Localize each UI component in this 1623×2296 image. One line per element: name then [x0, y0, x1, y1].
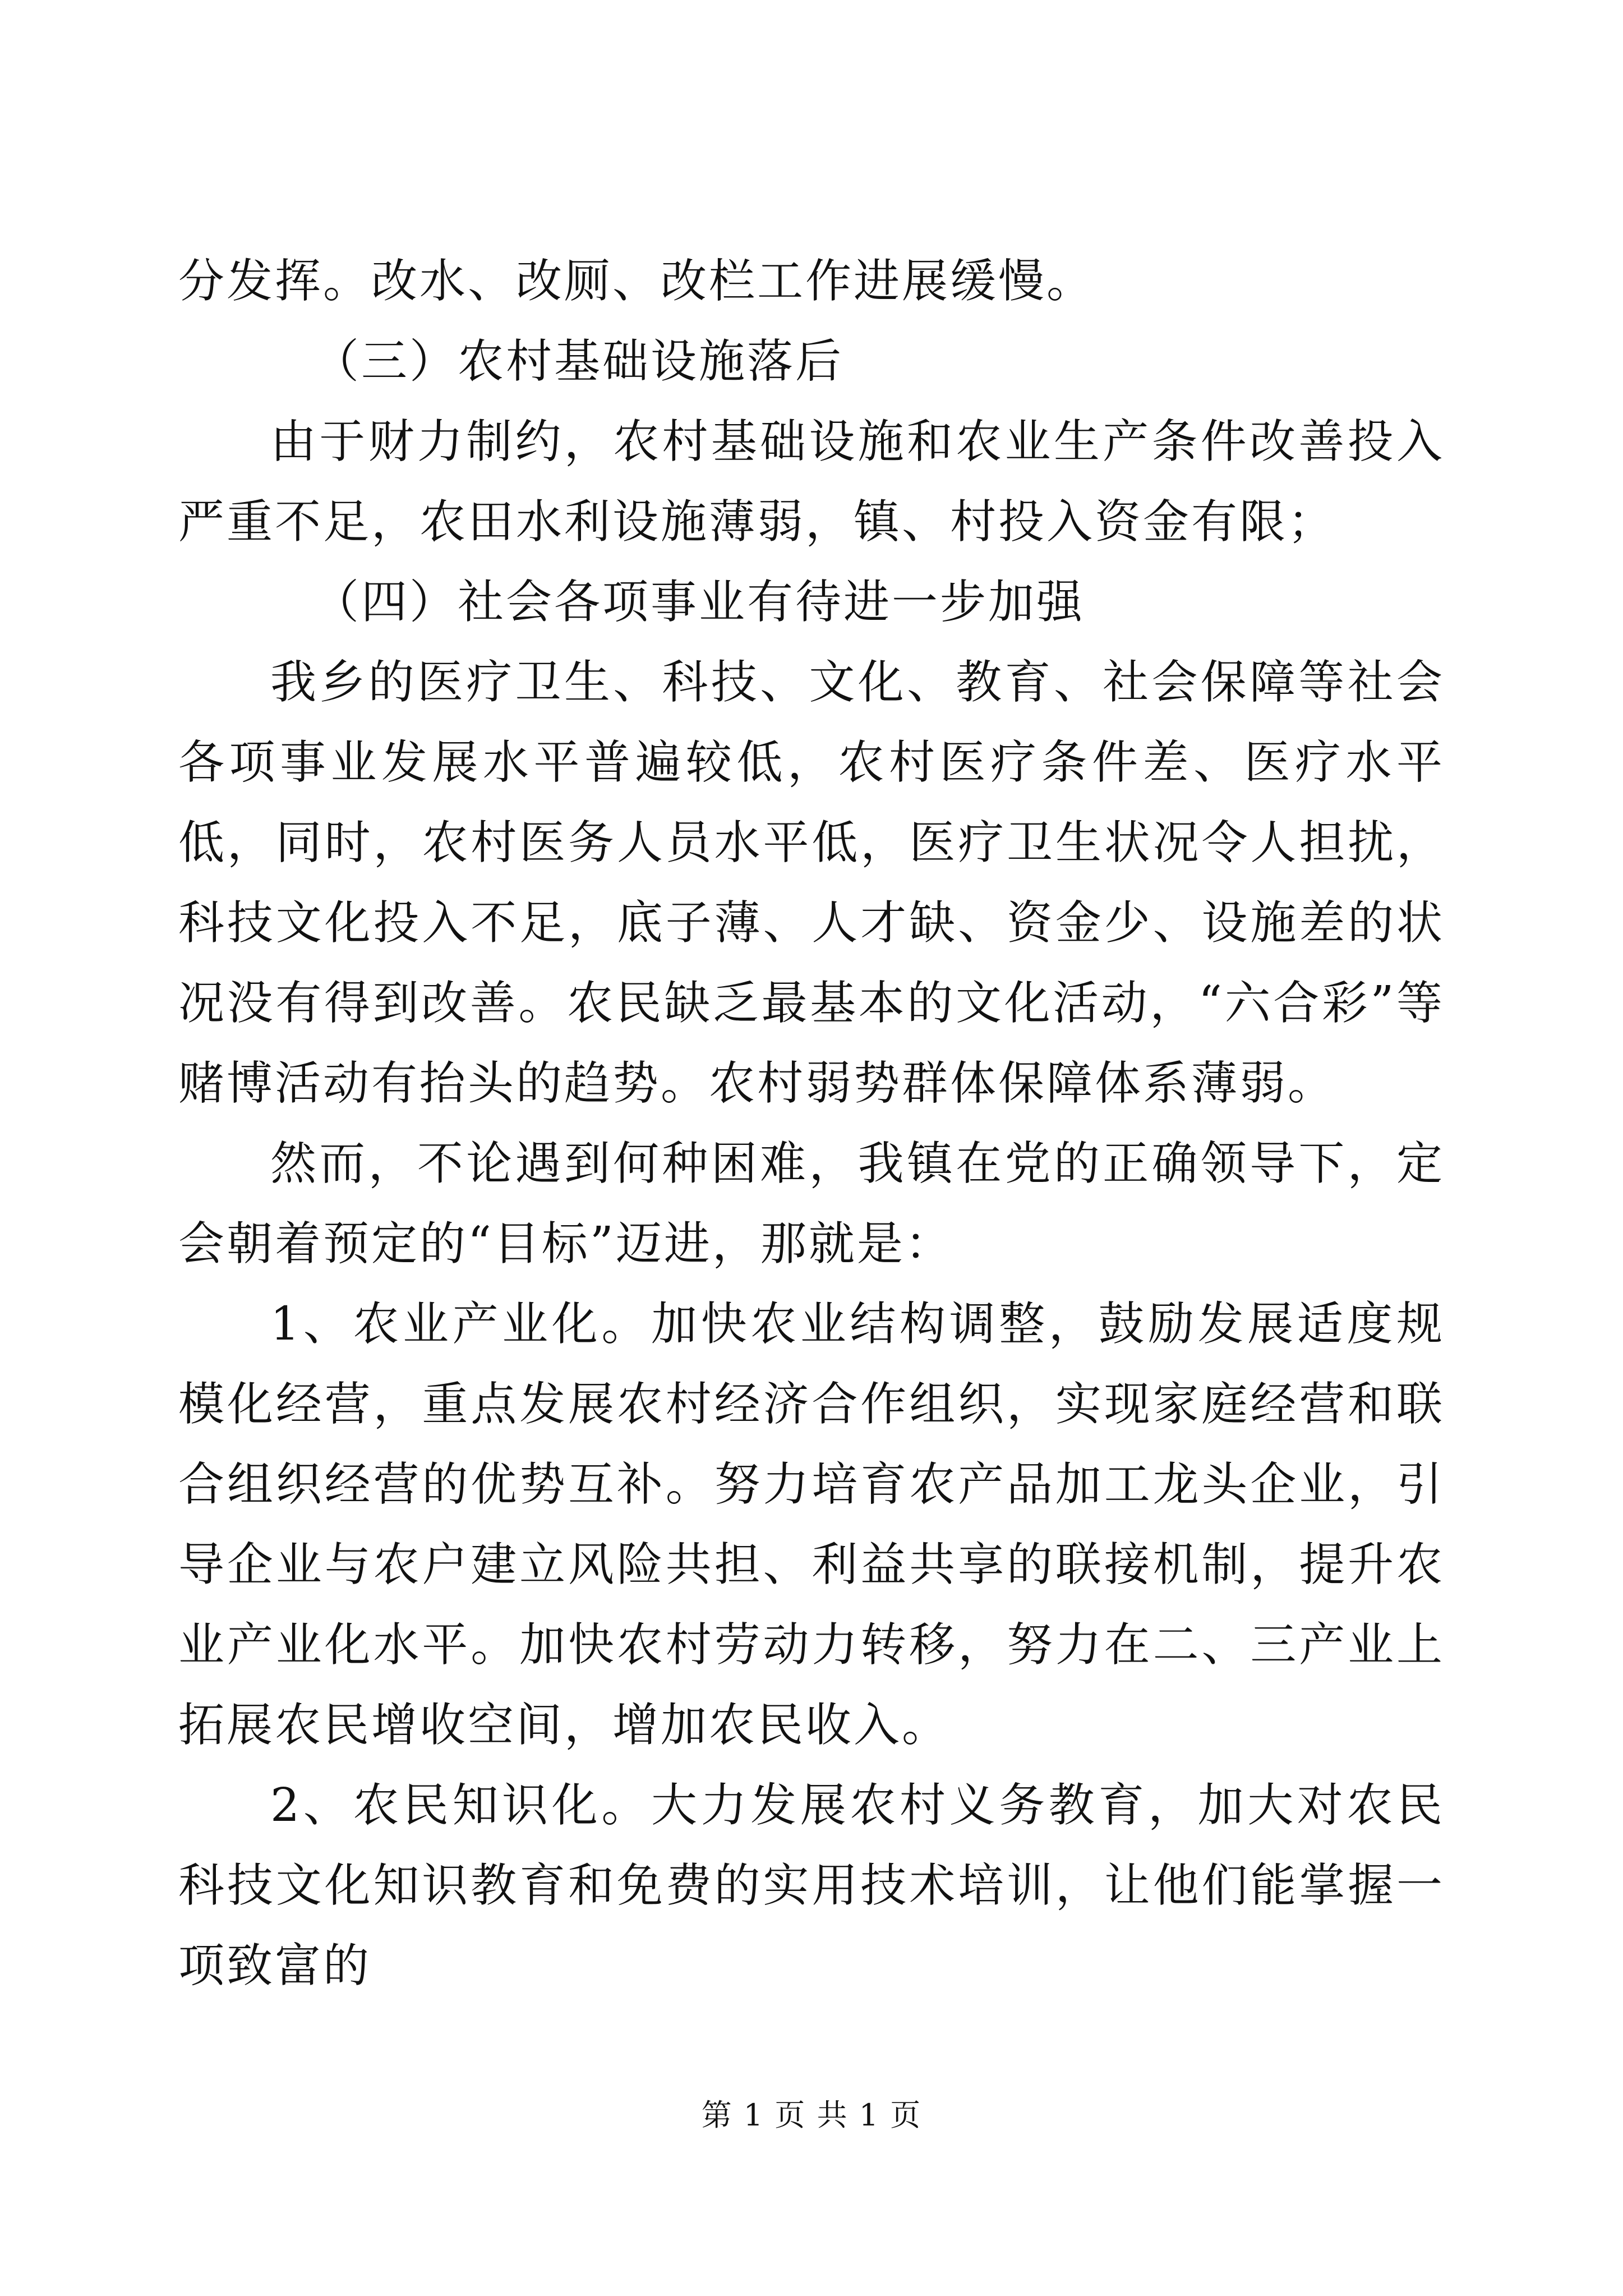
paragraph-goal-1: 1、农业产业化。加快农业结构调整，鼓励发展适度规模化经营，重点发展农村经济合作组织，实现家庭经营和联合组织经营的优势互补。努力培育农产品加工龙头企业，引导企业与农户建立风险共担、利益共享的联接机制，提升农业产业化水平。加快农村劳动力转移，努力在二、三产业上拓展农民增收空间，增加农民收入。 [178, 1297, 1445, 1752]
page-footer: 第 1 页 共 1 页 [701, 2097, 922, 2133]
paragraph-goals-intro: 然而，不论遇到何种困难，我镇在党的正确领导下，定会朝着预定的“目标”迈进，那就是： [178, 1137, 1445, 1271]
document-body [178, 241, 1445, 2006]
section-heading-3: （三）农村基础设施落后 [313, 335, 844, 388]
paragraph-goal-2: 2、农民知识化。大力发展农村义务教育，加大对农民科技文化知识教育和免费的实用技术培训，让他们能掌握一项致富的 [178, 1779, 1445, 1993]
paragraph-infrastructure: 由于财力制约，农村基础设施和农业生产条件改善投入严重不足，农田水利设施薄弱，镇、村投入资金有限； [178, 415, 1445, 549]
section-heading-4: （四）社会各项事业有待进一步加强 [313, 576, 1085, 629]
paragraph-social-affairs: 我乡的医疗卫生、科技、文化、教育、社会保障等社会各项事业发展水平普遍较低，农村医疗条件差、医疗水平低，同时，农村医务人员水平低，医疗卫生状况令人担扰，科技文化投入不足，底子薄、人才缺、资金少、设施差的状况没有得到改善。农民缺乏最基本的文化活动，“六合彩”等赌博活动有抬头的趋势。农村弱势群体保障体系薄弱。 [178, 656, 1445, 1110]
paragraph-continuation: 分发挥。改水、改厕、改栏工作进展缓慢。 [178, 255, 1095, 308]
